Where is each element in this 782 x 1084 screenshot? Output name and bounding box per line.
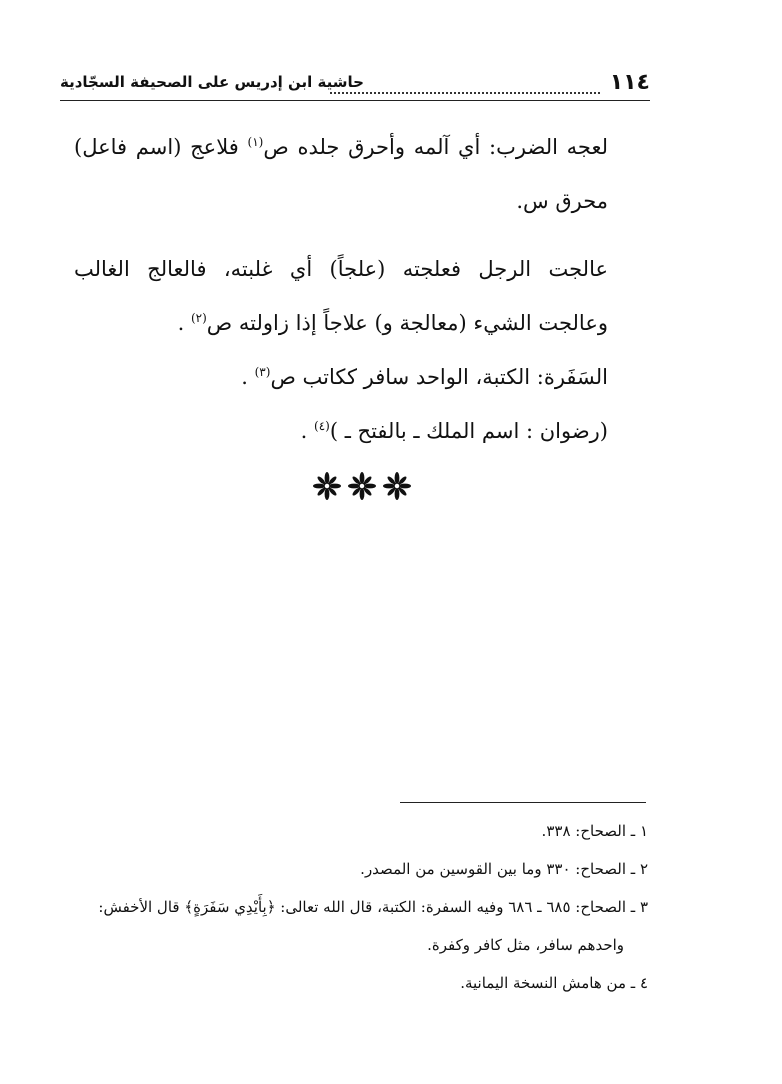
footnote: ٤ ـ من هامش النسخة اليمانية.	[460, 974, 648, 992]
section-ornament	[312, 466, 412, 506]
paragraph: لعجه الضرب: أي آلمه وأحرق جلده ص$^{(١)}$ فلاعج (اسم فاعل) محرق س.	[74, 135, 608, 213]
footnote-ref[interactable]: (٤)	[314, 419, 330, 433]
footnote-ref[interactable]: (٣)	[254, 365, 271, 379]
paragraph: (رضوان : اسم الملك ـ بالفتح ـ )$^{(٤)}$ .	[300, 419, 608, 443]
flower-ornament-icon	[347, 471, 377, 501]
footnote-ref[interactable]: (٢)	[190, 311, 207, 325]
page-number: ١١٤	[609, 70, 650, 95]
flower-ornament-icon	[312, 471, 342, 501]
running-header	[60, 68, 650, 104]
footnote: ٢ ـ الصحاح: ٣٣٠ وما بين القوسين من المصدر.	[360, 860, 648, 878]
footnotes	[60, 812, 648, 1002]
footnote-continuation: واحدهم سافر، مثل كافر وكفرة.	[427, 936, 624, 954]
paragraph: السَفَرة: الكتبة، الواحد سافر ككاتب ص$^{(٣)}$ .	[241, 365, 608, 389]
footnote: ١ ـ الصحاح: ٣٣٨.	[541, 822, 648, 840]
flower-ornament-icon	[382, 471, 412, 501]
main-text	[74, 120, 648, 458]
book-title: حاشية ابن إدريس على الصحيفة السجّادية	[60, 73, 364, 91]
footnote-separator	[400, 802, 646, 803]
paragraph: عالجت الرجل فعلجته (علجاً) أي غلبته، فالعالج الغالب وعالجت الشيء (معالجة و) علاجاً إذا زاولته ص$^{(٢)}$ .	[74, 257, 608, 335]
header-leader-dots	[330, 74, 600, 94]
footnote-ref[interactable]: (١)	[247, 135, 264, 149]
footnote: ٣ ـ الصحاح: ٦٨٥ ـ ٦٨٦ وفيه السفرة: الكتبة، قال الله تعالى: ﴿بِأَيْدِي سَفَرَةٍ﴾ قال الأخفش:	[98, 898, 648, 916]
header-rule	[60, 100, 650, 101]
